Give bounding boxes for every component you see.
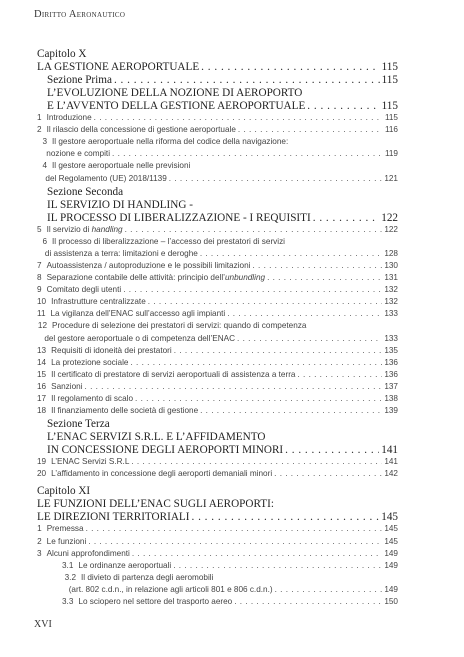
toc-heading-line xyxy=(37,48,398,60)
toc-heading-line xyxy=(37,61,398,73)
toc-entry-number: 3.2 xyxy=(64,572,76,582)
dot-leader xyxy=(285,444,379,456)
toc-page-number: 115 xyxy=(381,61,398,73)
dot-leader xyxy=(252,261,382,270)
toc-entry-title: Le ordinanze aeroportuali xyxy=(78,560,172,570)
toc-page-number: 136 xyxy=(384,369,398,379)
toc-page-number: 122 xyxy=(381,211,398,224)
toc-entry-title: Procedure di selezione dei prestatori di servizi: quando di competenza xyxy=(52,321,307,331)
toc-entry-line xyxy=(37,457,398,466)
toc-entry-line xyxy=(37,125,398,134)
toc-entry-line xyxy=(62,597,398,606)
toc-entry-line xyxy=(37,321,398,330)
toc-page-number: 145 xyxy=(384,524,398,534)
dot-leader xyxy=(297,370,382,379)
toc-page-number: 145 xyxy=(384,536,398,546)
dot-leader xyxy=(114,74,380,86)
toc-entry-title: Introduzione xyxy=(46,113,92,122)
toc-entry-title: IL PROCESSO DI LIBERALIZZAZIONE - I REQUISITI xyxy=(47,211,311,224)
toc-entry-line xyxy=(62,573,398,582)
dot-leader xyxy=(238,125,383,134)
dot-leader xyxy=(169,174,383,183)
toc-entry-title: Sezione Terza xyxy=(47,418,110,431)
dot-leader xyxy=(234,597,382,606)
toc-page-number: 128 xyxy=(384,248,398,258)
toc-heading-line xyxy=(37,485,398,497)
toc-entry-title: Il rilascio della concessione di gestione aeroportuale xyxy=(46,125,236,135)
toc-entry-title: La protezione sociale xyxy=(51,357,129,367)
toc-entry-number: 3 xyxy=(42,137,47,147)
dot-leader xyxy=(86,524,383,533)
toc-page-number: 131 xyxy=(384,273,398,282)
toc-entry-line xyxy=(37,537,398,546)
toc-entry-title: Requisiti di idoneità dei prestatori xyxy=(51,345,172,355)
toc-page-number: 115 xyxy=(381,100,398,112)
toc-entry-title: Il certificato di prestatore di servizi aeroportuali di assistenza a terra xyxy=(51,369,296,379)
toc-entry-title: Capitolo XI xyxy=(37,485,91,498)
toc-heading-line xyxy=(47,100,398,112)
toc-entry-number: 1 xyxy=(37,113,42,122)
toc-entry-line xyxy=(37,273,398,282)
dot-leader xyxy=(313,212,380,224)
toc-entry-title: Il gestore aeroportuale nella riforma del codice della navigazione: xyxy=(52,137,289,147)
toc-entry-line xyxy=(37,261,398,270)
toc-entry-title: Infrastrutture centralizzate xyxy=(51,297,146,307)
running-header: Diritto Aeronautico xyxy=(34,9,126,20)
toc-entry-line xyxy=(37,524,398,533)
dot-leader xyxy=(131,457,382,466)
toc-entry-title: del Regolamento (UE) 2018/1139 xyxy=(45,173,167,183)
toc-entry-title: La vigilanza dell’ENAC sull’accesso agli impianti xyxy=(50,309,226,319)
toc-heading-line xyxy=(47,431,398,443)
toc-entry-number: 17 xyxy=(37,394,47,403)
toc-entry-number: 2 xyxy=(37,125,42,135)
toc-page-number: 149 xyxy=(384,584,398,594)
dot-leader xyxy=(135,394,382,403)
toc-entry-number: 10 xyxy=(37,297,47,307)
dot-leader xyxy=(267,273,382,282)
dot-leader xyxy=(173,561,382,570)
toc-entry-title: Sezione Seconda xyxy=(47,185,124,198)
toc-entry-number: 8 xyxy=(37,273,42,282)
toc-page-number: 130 xyxy=(384,260,398,270)
toc-entry-number: 9 xyxy=(37,285,42,295)
toc-entry-title: Le funzioni xyxy=(46,536,87,546)
toc-entry-number: 7 xyxy=(37,260,42,270)
toc-entry-number: 3.3 xyxy=(62,597,74,606)
toc-entry-line xyxy=(37,237,398,246)
toc-entry-title: (art. 802 c.d.n., in relazione agli articoli 801 e 806 c.d.n.) xyxy=(68,584,273,594)
toc-entry-title: nozione e compiti xyxy=(46,149,111,159)
toc-heading-line xyxy=(47,74,398,86)
toc-entry-line xyxy=(37,225,398,234)
toc-page-number: 132 xyxy=(384,297,398,307)
dot-leader xyxy=(112,149,383,158)
toc-entry-number: 6 xyxy=(42,236,47,246)
toc-entry-title: LA GESTIONE AEROPORTUALE xyxy=(37,61,200,73)
toc-entry-line xyxy=(62,561,398,570)
toc-entry-title: Il gestore aeroportuale nelle previsioni xyxy=(52,161,191,171)
toc-entry-title: IL SERVIZIO DI HANDLING - xyxy=(47,198,193,211)
toc-page-number: 145 xyxy=(381,511,398,524)
toc-entry-number: 15 xyxy=(37,369,47,379)
toc-entry-title: Il finanziamento delle società di gestione xyxy=(51,406,199,416)
toc-entry-title: Capitolo X xyxy=(37,48,87,60)
toc-entry-number: 20 xyxy=(37,469,47,479)
toc-entry-title: del gestore aeroportuale o di competenza dell’ENAC xyxy=(44,333,236,343)
dot-leader xyxy=(94,113,383,122)
toc-entry-title: Il divieto di partenza degli aeromobili xyxy=(81,572,214,582)
toc-entry-number: 12 xyxy=(37,321,47,331)
toc-page-number: 149 xyxy=(384,560,398,570)
toc-entry-line xyxy=(37,358,398,367)
toc-entry-number: 3 xyxy=(37,548,42,558)
toc-entry-title: E L’AVVENTO DELLA GESTIONE AEROPORTUALE xyxy=(47,100,306,112)
toc-entry-title: LE DIREZIONI TERRITORIALI xyxy=(37,511,190,524)
toc-entry-title: Separazione contabile delle attività: principio dell’unbundling xyxy=(46,273,266,282)
toc-page-number: 141 xyxy=(381,444,398,457)
toc-entry-number: 13 xyxy=(37,345,47,355)
toc-heading-line xyxy=(37,511,398,523)
toc-entry-title: Alcuni approfondimenti xyxy=(46,548,130,558)
toc-entry-line xyxy=(37,149,398,158)
toc-entry-title: Autoassistenza / autoproduzione e le possibili limitazioni xyxy=(46,260,251,270)
toc-entry-line xyxy=(37,469,398,478)
dot-leader xyxy=(201,61,379,73)
toc-entry-title: Lo sciopero nel settore del trasporto aereo xyxy=(78,597,233,606)
toc-entry-number: 3.1 xyxy=(62,560,74,570)
toc-entry-line xyxy=(37,382,398,391)
toc-heading-line xyxy=(47,186,398,198)
toc-entry-number: 11 xyxy=(37,309,46,319)
toc-entry-title: Il regolamento di scalo xyxy=(51,394,134,403)
toc-page-number: 132 xyxy=(384,285,398,295)
dot-leader xyxy=(174,346,383,355)
toc-page-number: 138 xyxy=(384,394,398,403)
toc-entry-line xyxy=(37,174,398,183)
toc-heading-line xyxy=(47,199,398,211)
toc-page-number: 137 xyxy=(384,381,398,391)
dot-leader xyxy=(125,225,383,234)
toc-page-number: 139 xyxy=(384,406,398,416)
toc-entry-title: di assistenza a terra: limitazioni e deroghe xyxy=(44,248,198,258)
dot-leader xyxy=(237,334,382,343)
toc-entry-number: 16 xyxy=(37,381,47,391)
toc-entry-line xyxy=(37,137,398,146)
toc-entry-number: 1 xyxy=(37,524,42,534)
toc-page-number: 133 xyxy=(384,309,398,319)
toc-entry-title: L’affidamento in concessione degli aeroporti demaniali minori xyxy=(51,469,273,479)
toc-entry-title: Il servizio di handling xyxy=(46,224,123,234)
toc-page-number: 122 xyxy=(384,224,398,234)
toc-page-number: 142 xyxy=(384,469,398,479)
toc-entry-number: 14 xyxy=(37,357,47,367)
toc-entry-line xyxy=(37,346,398,355)
toc-page-number: 150 xyxy=(384,597,398,606)
toc-entry-line xyxy=(37,285,398,294)
toc-page-number: 119 xyxy=(384,149,398,159)
toc-entry-title: L’ENAC SERVIZI S.R.L. E L’AFFIDAMENTO xyxy=(47,431,266,444)
toc-page-number: 135 xyxy=(384,345,398,355)
dot-leader xyxy=(148,297,383,306)
dot-leader xyxy=(191,511,379,523)
toc-page-number: 141 xyxy=(384,457,398,467)
toc-entry-title: LE FUNZIONI DELL’ENAC SUGLI AEROPORTI: xyxy=(37,498,274,511)
toc-heading-line xyxy=(37,498,398,510)
toc-page-number: 149 xyxy=(384,548,398,558)
dot-leader xyxy=(131,358,383,367)
toc-page-number: 136 xyxy=(384,357,398,367)
toc-heading-line xyxy=(47,418,398,430)
toc-page-number: 133 xyxy=(384,333,398,343)
toc-page-number: 116 xyxy=(384,125,398,135)
toc-entry-line xyxy=(37,394,398,403)
toc-entry-line xyxy=(37,334,398,343)
toc-entry-line xyxy=(37,297,398,306)
toc-heading-line xyxy=(47,212,398,224)
toc-entry-line xyxy=(37,549,398,558)
toc-page-number: 115 xyxy=(381,74,398,86)
toc-entry-title: Sanzioni xyxy=(51,381,83,391)
toc-entry-number: 2 xyxy=(37,536,42,546)
dot-leader xyxy=(85,382,383,391)
toc-entry-title: Premessa xyxy=(46,524,84,534)
toc-entry-title: L’EVOLUZIONE DELLA NOZIONE DI AEROPORTO xyxy=(47,87,303,99)
dot-leader xyxy=(275,585,383,594)
dot-leader xyxy=(227,309,382,318)
toc-entry-title: Comitato degli utenti xyxy=(46,285,122,295)
toc-page-number: 121 xyxy=(384,173,398,183)
toc-entry-line xyxy=(62,585,398,594)
toc-entry-number: 19 xyxy=(37,457,47,467)
toc-entry-line xyxy=(37,309,398,318)
toc-entry-line xyxy=(37,370,398,379)
toc-entry-title: IN CONCESSIONE DEGLI AEROPORTI MINORI xyxy=(47,444,284,457)
page-number-footer: XVI xyxy=(34,619,52,630)
dot-leader xyxy=(274,469,382,478)
toc-entry-number: 18 xyxy=(37,406,47,416)
toc-entry-title: Sezione Prima xyxy=(47,74,112,86)
toc-heading-line xyxy=(47,87,398,99)
toc-heading-line xyxy=(47,444,398,456)
dot-leader xyxy=(132,549,382,558)
toc-page-number: 115 xyxy=(384,113,398,122)
dot-leader xyxy=(88,537,382,546)
dot-leader xyxy=(123,285,382,294)
dot-leader xyxy=(307,100,379,112)
toc-entry-title: L’ENAC Servizi S.R.L xyxy=(51,457,130,467)
toc-entry-title: Il processo di liberalizzazione – l’accesso dei prestatori di servizi xyxy=(52,236,285,246)
toc-entry-line xyxy=(37,113,398,122)
toc-entry-number: 4 xyxy=(42,161,47,171)
dot-leader xyxy=(200,406,382,415)
toc-entry-line xyxy=(37,249,398,258)
toc-entry-line xyxy=(37,161,398,170)
dot-leader xyxy=(200,249,383,258)
toc-entry-line xyxy=(37,406,398,415)
toc-entry-number: 5 xyxy=(37,224,42,234)
